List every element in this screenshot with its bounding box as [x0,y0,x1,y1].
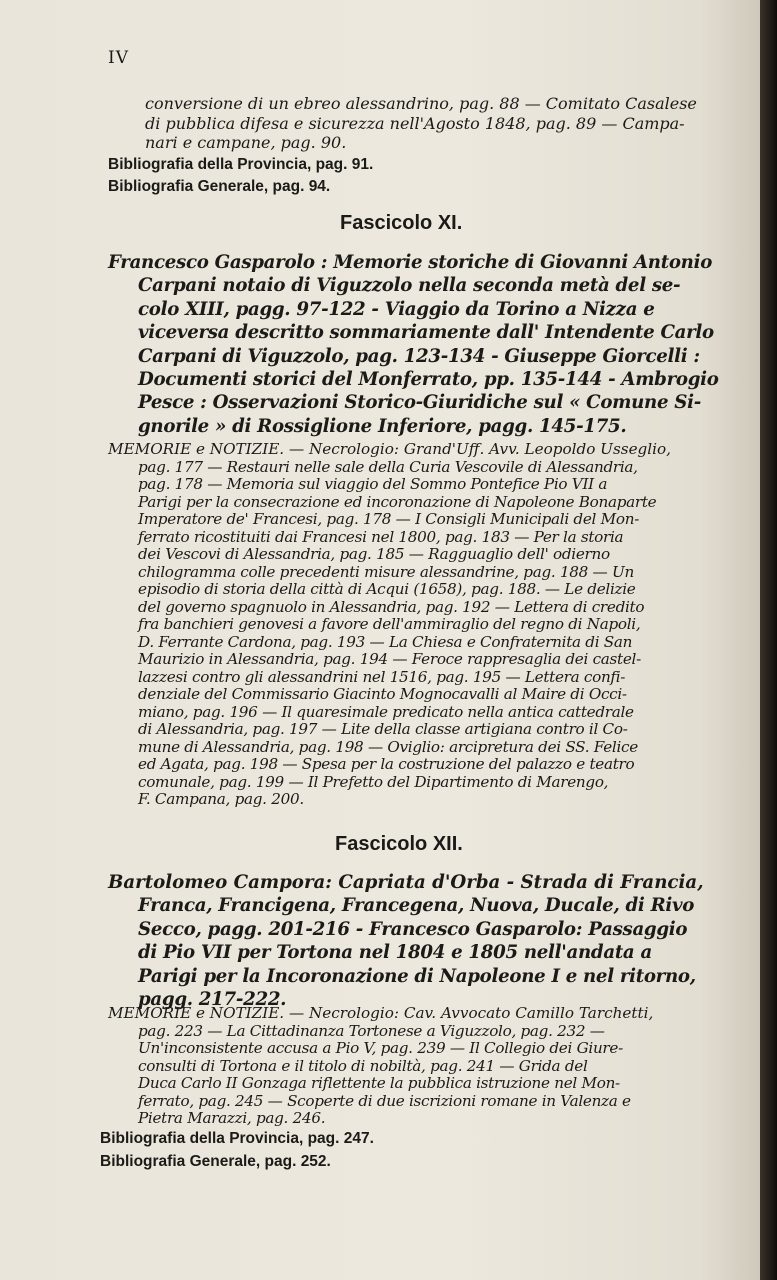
text-line: D. Ferrante Cardona, pag. 193 — La Chiesa e Confraternita di San [138,632,633,651]
text-line: comunale, pag. 199 — Il Prefetto del Dipartimento di Marengo, [138,772,609,791]
text-line: MEMORIE e NOTIZIE. — Necrologio: Grand'Uff. Avv. Leopoldo Usseglio, [108,440,671,458]
text-line: Parigi per la consecrazione ed incoronazione di Napoleone Bonaparte [138,492,657,511]
book-spine [760,0,777,1280]
text-line: gnorile » di Rossiglione Inferiore, pagg. 145-175. [138,415,627,437]
bibliography-province: Bibliografia della Provincia, pag. 91. [108,156,374,173]
text-line: mune di Alessandria, pag. 198 — Oviglio: arcipretura dei SS. Felice [138,737,638,756]
text-line: dei Vescovi di Alessandria, pag. 185 — Ragguaglio dell' odierno [138,545,610,563]
continuation-block [145,94,730,153]
text-line: ferrato ricostituiti dai Francesi nel 1800, pag. 183 — Per la storia [138,527,624,546]
text-line: Parigi per la Incoronazione di Napoleone I e nel ritorno, [138,965,696,987]
text-line: fra banchieri genovesi a favore dell'ammiraglio del regno di Napoli, [138,615,641,633]
text-line: Bartolomeo Campora: Capriata d'Orba - Strada di Francia, [108,872,704,893]
text-line: Maurizio in Alessandria, pag. 194 — Feroce rappresaglia dei castel- [138,650,641,668]
fascicolo-xi-memorie [108,441,728,809]
text-line: F. Campana, pag. 200. [138,790,304,808]
fascicolo-xii-memorie [108,1005,728,1128]
fascicolo-xi-heading: Fascicolo XI. [340,212,463,234]
text-line: Documenti storici del Monferrato, pp. 135-144 - Ambrogio [138,369,719,391]
fascicolo-xi-articles [108,251,728,438]
fascicolo-xii-heading: Fascicolo XII. [335,833,463,855]
text-line: di Alessandria, pag. 197 — Lite della classe artigiana contro il Co- [138,720,628,738]
text-line: pag. 223 — La Cittadinanza Tortonese a Viguzzolo, pag. 232 — [138,1021,605,1040]
bibliography-general: Bibliografia Generale, pag. 94. [108,178,331,195]
text-line: Secco, pagg. 201-216 - Francesco Gasparolo: Passaggio [138,918,688,940]
text-line: Carpani notaio di Viguzzolo nella seconda metà del se- [138,275,681,297]
text-line: viceversa descritto sommariamente dall' Intendente Carlo [138,322,714,344]
text-line: episodio di storia della città di Acqui (1658), pag. 188. — Le delizie [138,580,636,598]
text-line: Pesce : Osservazioni Storico-Giuridiche sul « Comune Si- [138,392,701,414]
text-line: Imperatore de' Francesi, pag. 178 — I Consigli Municipali del Mon- [138,510,640,528]
continuation-line: nari e campane, pag. 90. [145,133,347,152]
continuation-line: conversione di un ebreo alessandrino, pag. 88 — Comitato Casalese [145,94,697,113]
text-line: Un'inconsistente accusa a Pio V, pag. 239 — Il Collegio dei Giure- [138,1039,623,1057]
text-line: Duca Carlo II Gonzaga riflettente la pubblica istruzione nel Mon- [138,1074,620,1092]
text-line: Pietra Marazzi, pag. 246. [138,1109,326,1127]
text-line: pagg. 217-222. [138,989,287,1011]
fascicolo-xii-articles [108,871,728,1011]
text-line: consulti di Tortona e il titolo di nobiltà, pag. 241 — Grida del [138,1056,588,1075]
bibliography-province-xii: Bibliografia della Provincia, pag. 247. [100,1130,374,1147]
continuation-line: di pubblica difesa e sicurezza nell'Agosto 1848, pag. 89 — Campa- [145,113,685,133]
text-line: Francesco Gasparolo : Memorie storiche di Giovanni Antonio [108,252,713,273]
text-line: di Pio VII per Tortona nel 1804 e 1805 nell'andata a [138,942,652,964]
text-line: MEMORIE e NOTIZIE. — Necrologio: Cav. Avvocato Camillo Tarchetti, [108,1004,654,1022]
text-line: lazzesi contro gli alessandrini nel 1516, pag. 195 — Lettera confi- [138,667,626,686]
bibliography-general-xii: Bibliografia Generale, pag. 252. [100,1153,331,1170]
text-line: pag. 178 — Memoria sul viaggio del Sommo Pontefice Pio VII a [138,475,608,493]
text-line: pag. 177 — Restauri nelle sale della Curia Vescovile di Alessandria, [138,457,638,476]
text-line: Carpani di Viguzzolo, pag. 123-134 - Giuseppe Giorcelli : [138,345,700,367]
text-line: chilogramma colle precedenti misure alessandrine, pag. 188 — Un [138,562,634,581]
text-line: colo XIII, pagg. 97-122 - Viaggio da Torino a Nizza e [138,298,655,320]
text-line: denziale del Commissario Giacinto Mognocavalli al Maire di Occi- [138,685,627,703]
text-line: miano, pag. 196 — Il quaresimale predicato nella antica cattedrale [138,702,634,721]
text-line: del governo spagnuolo in Alessandria, pag. 192 — Lettera di credito [138,597,645,616]
page-number: IV [108,48,129,68]
text-line: ed Agata, pag. 198 — Spesa per la costruzione del palazzo e teatro [138,755,635,773]
text-line: ferrato, pag. 245 — Scoperte di due iscrizioni romane in Valenza e [138,1091,631,1110]
text-line: Franca, Francigena, Francegena, Nuova, Ducale, di Rivo [138,895,695,917]
